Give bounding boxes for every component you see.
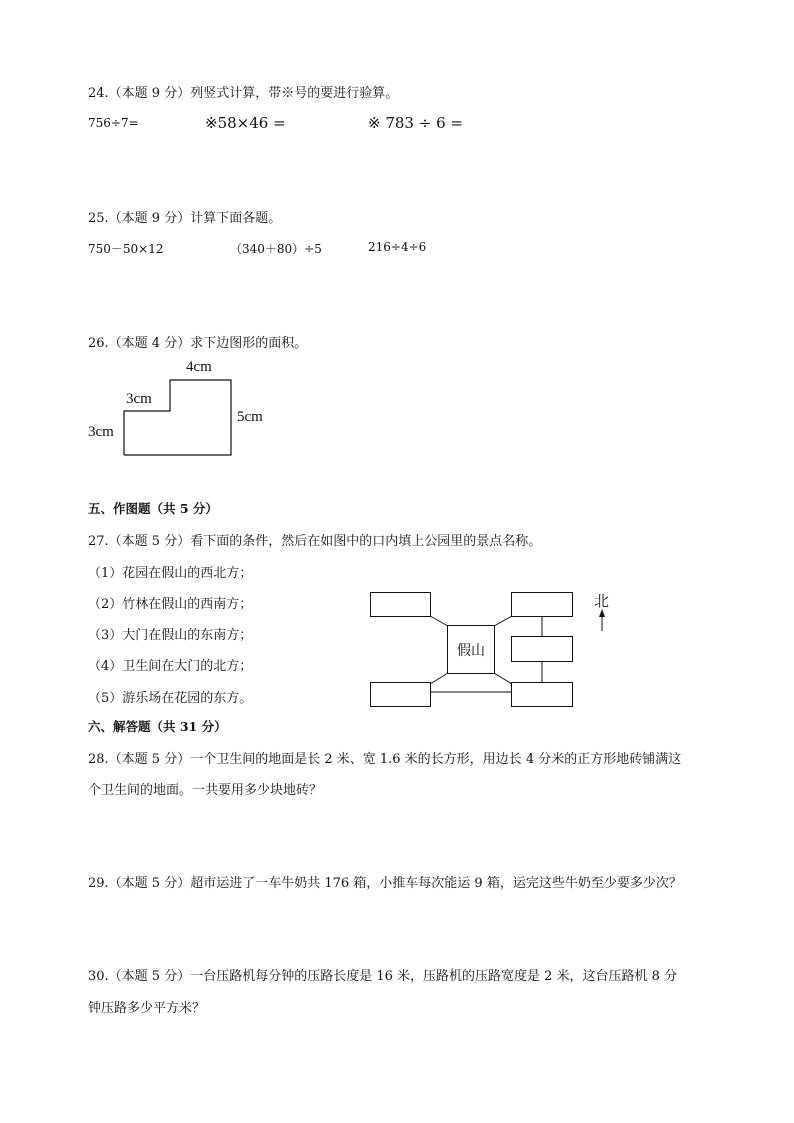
map-box-southwest[interactable] bbox=[370, 682, 431, 707]
question-30-line-2: 钟压路多少平方米？ bbox=[88, 1001, 206, 1016]
dim-label-step: 3cm bbox=[126, 391, 152, 407]
dim-label-left: 3cm bbox=[88, 424, 114, 440]
q27-condition-3: （3）大门在假山的东南方； bbox=[88, 628, 253, 643]
q27-condition-2: （2）竹林在假山的西南方； bbox=[88, 597, 253, 612]
q27-condition-5: （5）游乐场在花园的东方。 bbox=[88, 691, 253, 706]
dim-label-right: 5cm bbox=[237, 409, 263, 425]
map-box-northeast[interactable] bbox=[511, 592, 573, 617]
question-27-title: 27.（本题 5 分）看下面的条件，然后在如图中的口内填上公园里的景点名称。 bbox=[88, 534, 542, 549]
question-26-title: 26.（本题 4 分）求下边图形的面积。 bbox=[88, 336, 308, 351]
q24-expr-2: ※58×46 = bbox=[205, 114, 286, 132]
question-29-text: 29.（本题 5 分）超市运进了一车牛奶共 176 箱，小推车每次能运 9 箱，运完这些牛奶至少要多少次？ bbox=[88, 876, 682, 891]
q27-condition-4: （4）卫生间在大门的北方； bbox=[88, 659, 253, 674]
section-5-heading: 五、作图题（共 5 分） bbox=[88, 501, 218, 516]
question-24-title: 24.（本题 9 分）列竖式计算，带※号的要进行验算。 bbox=[88, 86, 399, 101]
question-30-line-1: 30.（本题 5 分）一台压路机每分钟的压路长度是 16 米，压路机的压路宽度是 2 米，这台压路机 8 分 bbox=[88, 969, 678, 984]
map-box-east[interactable] bbox=[511, 636, 573, 662]
map-box-southeast[interactable] bbox=[511, 682, 573, 707]
q25-expr-2: （340＋80）÷5 bbox=[230, 242, 322, 256]
q24-expr-3: ※ 783 ÷ 6 = bbox=[368, 114, 463, 132]
question-28-line-1: 28.（本题 5 分）一个卫生间的地面是长 2 米、宽 1.6 米的长方形，用边长 4 分米的正方形地砖铺满这 bbox=[88, 752, 682, 767]
question-25-title: 25.（本题 9 分）计算下面各题。 bbox=[88, 211, 282, 226]
q24-expr-1: 756÷7= bbox=[88, 116, 139, 130]
q27-condition-1: （1）花园在假山的西北方； bbox=[88, 566, 253, 581]
section-6-heading: 六、解答题（共 31 分） bbox=[88, 719, 227, 734]
rockery-label: 假山 bbox=[457, 642, 485, 659]
q25-expr-1: 750－50×12 bbox=[88, 242, 164, 256]
north-label: 北 bbox=[594, 592, 610, 610]
q25-expr-3: 216÷4÷6 bbox=[368, 240, 427, 254]
map-box-northwest[interactable] bbox=[370, 592, 431, 617]
rockery-box bbox=[447, 625, 495, 674]
dim-label-top: 4cm bbox=[186, 359, 212, 375]
question-28-line-2: 个卫生间的地面。一共要用多少块地砖？ bbox=[88, 783, 323, 798]
